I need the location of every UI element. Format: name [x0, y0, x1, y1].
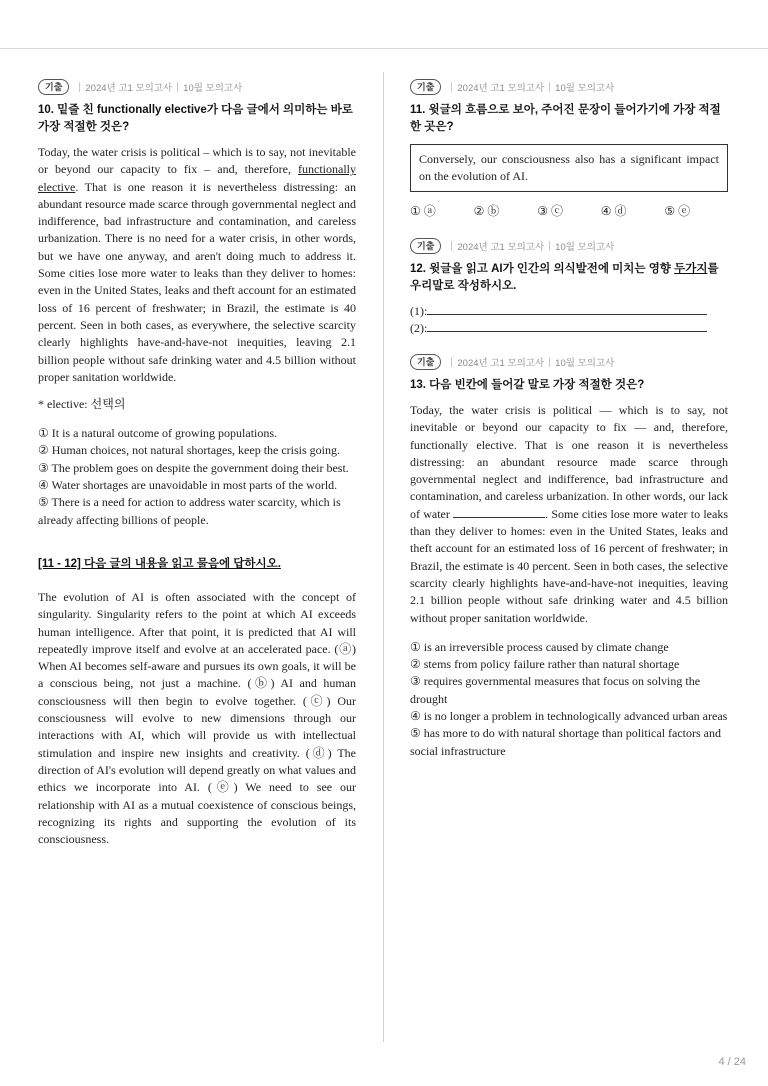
exam-label: 2024년 고1 모의고사 — [457, 242, 545, 253]
q12-source-tag — [410, 237, 728, 255]
tag-separator — [79, 82, 80, 92]
q13-source-tag — [410, 353, 728, 371]
q13-passage — [410, 402, 728, 627]
source-badge: 기출 — [410, 354, 441, 370]
exam-label: 2024년 고1 모의고사 — [85, 83, 173, 94]
q12-title — [410, 261, 728, 295]
tag-separator — [451, 82, 452, 92]
q10-passage — [38, 144, 356, 386]
month-label: 10월 모의고사 — [555, 83, 615, 94]
month-label: 10월 모의고사 — [183, 83, 243, 94]
source-badge: 기출 — [410, 238, 441, 254]
tag-separator — [451, 357, 452, 367]
q10-passage-text: . That is one reason it is nevertheless distressing: an abundant resource made scarce through governmental neglect and indifference, bad infrastructure and contamination, and careless urbanization. There is no need for a water crisis, in other words, but we have one anyway, and aren't doing much to address it. Some cities lose more water to leaks than they deliver to homes: even in the United States, leaks and theft account for an estimated loss of 16 percent of freshwater; in Brazil, the estimate is 40 percent. Seen in both cases, as everywhere, the selective scarcity clearly highlights have-and-have-not inequities, leaving 2.1 billion people without safe drinking water and 4.5 billion without proper sanitation worldwide. — [38, 179, 356, 384]
q13-option[interactable]: ① is an irreversible process caused by climate change — [410, 639, 669, 654]
q11-choices — [410, 202, 728, 219]
q11-choice[interactable]: ④ ⓓ — [600, 204, 627, 218]
tag-separator — [549, 82, 550, 92]
q10-options — [38, 425, 356, 529]
month-label: 10월 모의고사 — [555, 242, 615, 253]
q12-title-text: 를 우리말로 작성하시오. — [410, 263, 719, 292]
section-heading — [38, 555, 356, 571]
q10-option[interactable]: ① It is a natural outcome of growing populations. — [38, 426, 278, 441]
q13-option[interactable]: ③ requires governmental measures that focus on solving the drought — [410, 674, 701, 706]
answer-blank[interactable] — [427, 303, 707, 315]
left-column — [38, 78, 356, 848]
tag-separator — [451, 241, 452, 251]
q13-title: 13. 다음 빈칸에 들어갈 말로 가장 적절한 것은? — [410, 379, 645, 391]
q13-option[interactable]: ④ is no longer a problem in technologically advanced urban areas — [410, 709, 728, 724]
q13-passage-text: Today, the water crisis is political — which is to say, not inevitable or beyond our capacity to fix — and, therefore, functionally elective. That is one reason it is nevertheless distressing: an abundant resource made scarce through governmental neglect and indifference, bad infrastructure and contamination, and careless urbanization. In other words, our lack of water — [410, 403, 728, 521]
q12-title-underlined: 두가지 — [674, 263, 708, 275]
q12-answer-line-1[interactable] — [410, 303, 728, 320]
answer-label: (2): — [410, 321, 428, 335]
page-number: 4 / 24 — [718, 1056, 746, 1068]
q10-underlined-phrase: functionally elective — [38, 162, 356, 194]
q12-title-text: 12. 윗글을 읽고 AI가 인간의 의식발전에 미치는 영향 — [410, 263, 675, 275]
q10-option[interactable]: ② Human choices, not natural shortages, keep the crisis going. — [38, 443, 341, 458]
q11-source-tag — [410, 78, 728, 96]
q10-option[interactable]: ④ Water shortages are unavoidable in most parts of the world. — [38, 478, 338, 493]
q13-fill-blank — [453, 506, 545, 518]
q13-passage-text: . Some cities lose more water to leaks than they deliver to homes: even in the United States, leaks and theft account for an estimated loss of 16 percent of freshwater; in Brazil, the estimate is 40 percent. Seen in both cases, the selective scarcity clearly highlights have-and-have-not inequities, leaving 2.1 billion people without safe drinking water and 4.5 billion without proper sanitation worldwide. — [410, 506, 728, 625]
q10-title: 10. 밑줄 친 functionally elective가 다음 글에서 의미하는 바로 가장 적절한 것은? — [38, 104, 353, 133]
answer-label: (1): — [410, 304, 428, 318]
q13-options — [410, 639, 728, 760]
q10-passage-text: Today, the water crisis is political – which is to say, not inevitable or beyond our capacity to fix – and, therefore, — [38, 145, 356, 177]
tag-separator — [549, 241, 550, 251]
q11-choice[interactable]: ⑤ ⓔ — [664, 204, 691, 218]
q11-choice[interactable]: ① ⓐ — [410, 204, 436, 218]
q11-choice[interactable]: ③ ⓒ — [537, 204, 563, 218]
tag-separator — [549, 357, 550, 367]
exam-label: 2024년 고1 모의고사 — [457, 83, 545, 94]
q10-source-tag — [38, 78, 356, 96]
q10-option[interactable]: ⑤ There is a need for action to address water scarcity, which is already affecting billions of people. — [38, 495, 341, 527]
right-column — [410, 78, 728, 760]
q12-answer-line-2[interactable] — [410, 320, 728, 337]
q10-option[interactable]: ③ The problem goes on despite the government doing their best. — [38, 460, 349, 475]
answer-blank[interactable] — [427, 320, 707, 332]
q13-option[interactable]: ⑤ has more to do with natural shortage than political factors and social infrastructure — [410, 726, 722, 758]
q10-vocab-note: * elective: 선택의 — [38, 397, 126, 412]
exam-label: 2024년 고1 모의고사 — [457, 358, 545, 369]
q11-choice[interactable]: ② ⓑ — [473, 204, 500, 218]
q11-title: 11. 윗글의 흐름으로 보아, 주어진 문장이 들어가기에 가장 적절한 곳은? — [410, 104, 721, 133]
q13-option[interactable]: ② stems from policy failure rather than natural shortage — [410, 657, 680, 672]
header-rule — [0, 48, 768, 49]
tag-separator — [177, 82, 178, 92]
source-badge: 기출 — [410, 79, 441, 95]
q11-given-sentence: Conversely, our consciousness also has a significant impact on the evolution of AI. — [410, 144, 728, 192]
source-badge: 기출 — [38, 79, 69, 95]
section-heading-text: [11 - 12] 다음 글의 내용을 읽고 물음에 답하시오. — [38, 557, 281, 570]
column-divider — [383, 72, 384, 1042]
ai-passage: The evolution of AI is often associated with the concept of singularity. Singularity refers to the point at which AI exceeds human intelligence. After that point, it is predicted that AI will repeatedly improve itself and evolve at an accelerated pace. (ⓐ) When AI becomes self-aware and pursues its own goals, it will be a conscious being, not just a machine. (ⓑ) AI and human consciousness will then begin to evolve together. (ⓒ) Our consciousness will evolve to new dimensions through our interactions with AI, which will provide us with intellectual stimulation and inspire new insights and creativity. (ⓓ) The direction of AI's evolution will depend greatly on what values and ethics we incorporate into AI. (ⓔ) We need to see our relationship with AI as a mutual coexistence of conscious beings, recognizing its rights and supporting the evolution of its consciousness. — [38, 589, 356, 847]
spacer — [410, 337, 728, 353]
month-label: 10월 모의고사 — [555, 358, 615, 369]
